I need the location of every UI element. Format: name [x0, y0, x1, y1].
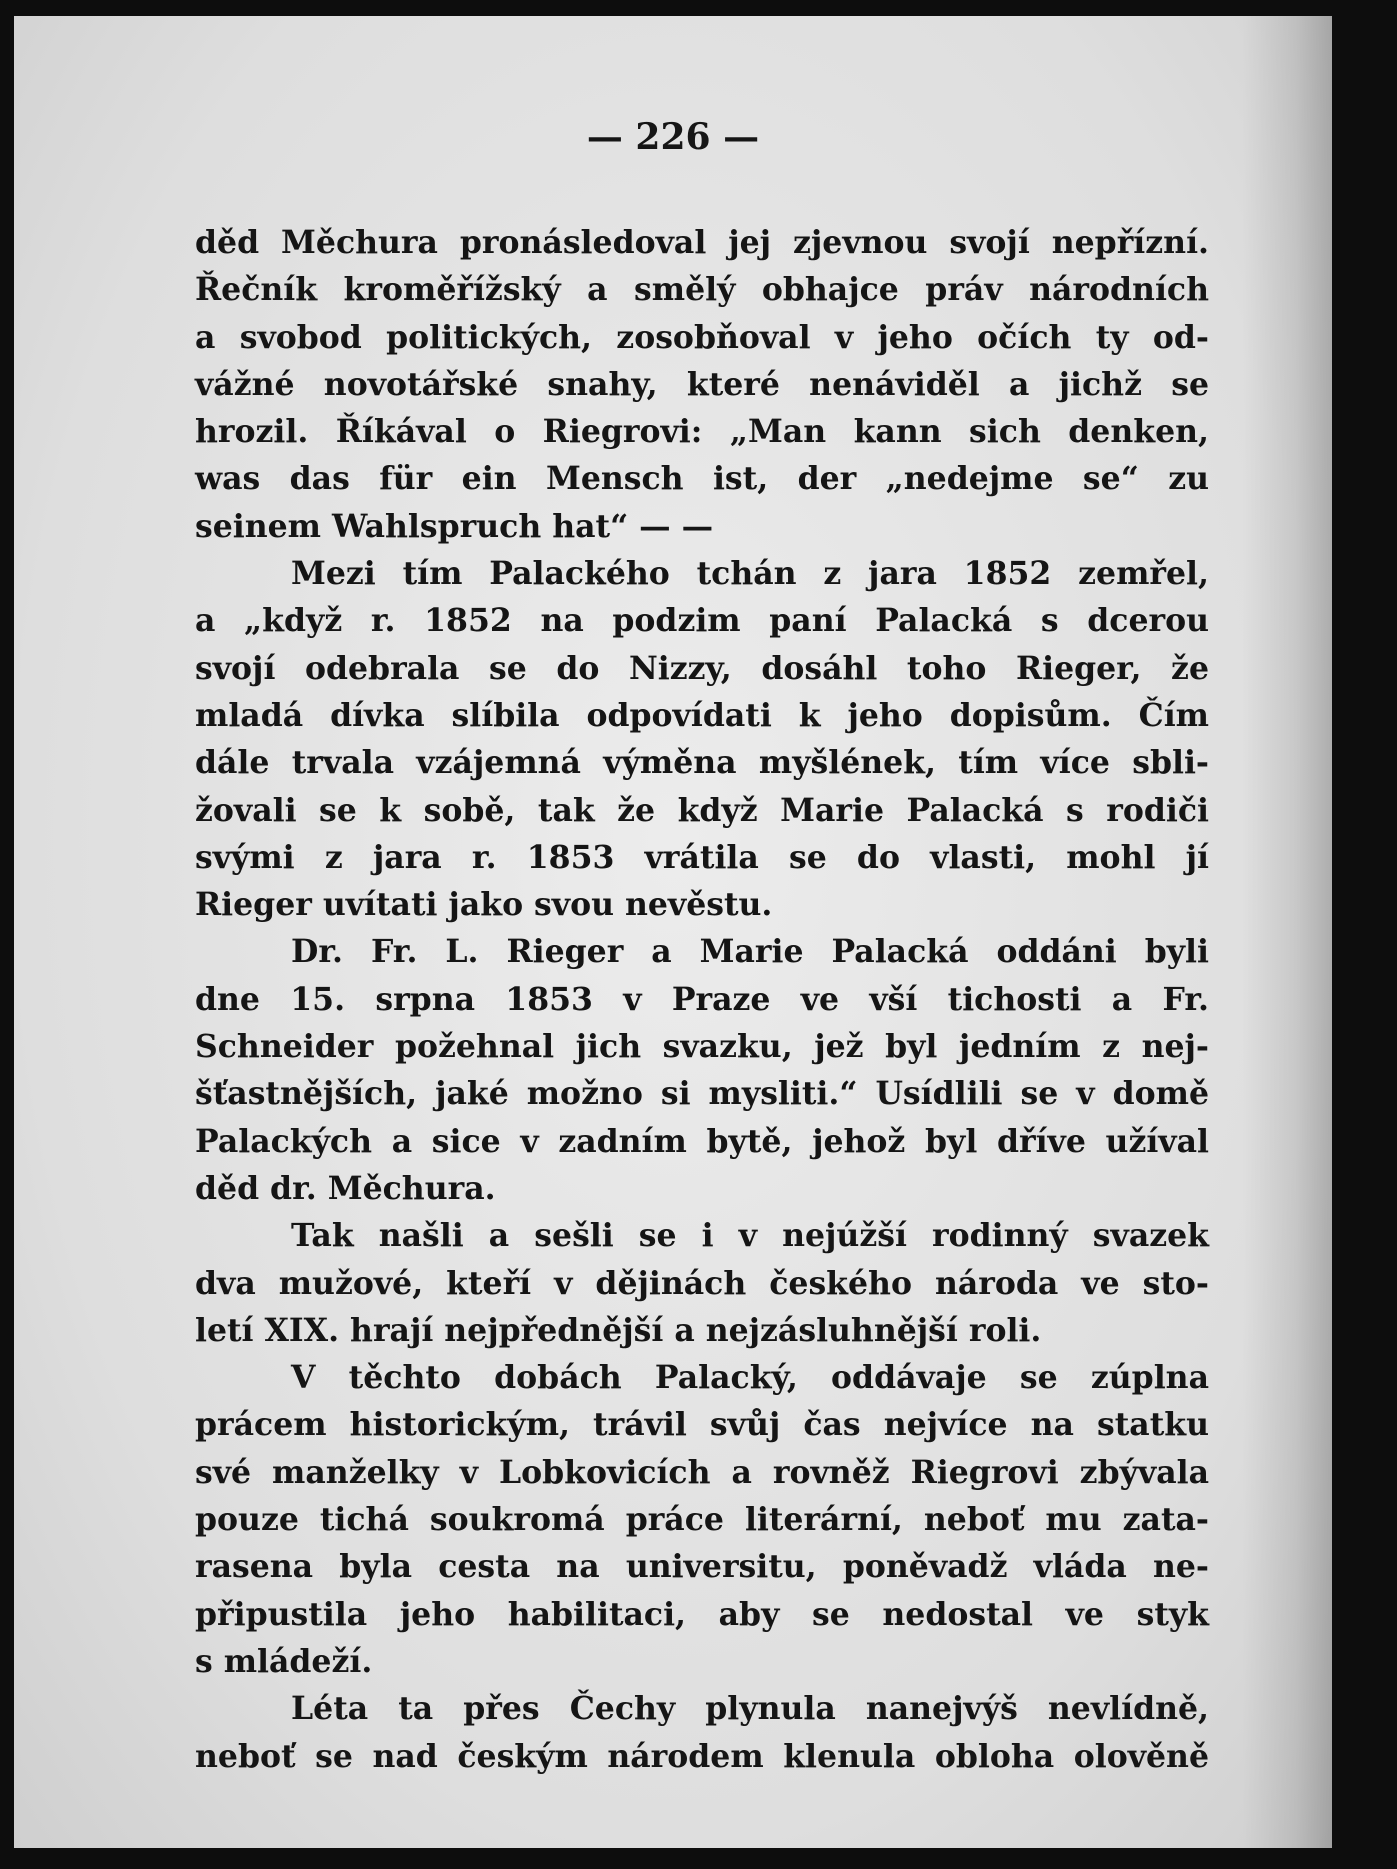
text-line: Tak našli a sešli se i v nejúžší rodinný svazek — [291, 1217, 1209, 1255]
text-line: Mezi tím Palackého tchán z jara 1852 zemřel, — [291, 555, 1209, 593]
text-line: připustila jeho habilitaci, aby se nedostal ve styk — [195, 1595, 1209, 1633]
text-line: prácem historickým, trávil svůj čas nejvíce na statku — [195, 1406, 1209, 1444]
text-line: svými z jara r. 1853 vrátila se do vlasti, mohl jí — [195, 838, 1209, 876]
text-line: dále trvala vzájemná výměna myšlének, tím více sbli- — [195, 744, 1209, 782]
text-line: Řečník kroměřížský a smělý obhajce práv národních — [195, 271, 1209, 309]
text-line: Léta ta přes Čechy plynula nanejvýš nevlídně, — [291, 1690, 1209, 1728]
text-line: dva mužové, kteří v dějinách českého národa ve sto- — [195, 1264, 1209, 1302]
text-line: šťastnějších, jaké možno si mysliti.“ Usídlili se v domě — [195, 1075, 1209, 1113]
text-line: s mládeží. — [195, 1642, 373, 1680]
text-line: děd dr. Měchura. — [195, 1169, 496, 1207]
text-line: děd Měchura pronásledoval jej zjevnou svojí nepřízní. — [195, 224, 1209, 261]
text-line: pouze tichá soukromá práce literární, neboť mu zata- — [195, 1501, 1209, 1539]
body-text — [195, 219, 1209, 1780]
page-gutter-shadow — [1242, 16, 1332, 1848]
text-line: Schneider požehnal jich svazku, jež byl jedním z nej- — [195, 1028, 1209, 1066]
text-line: dne 15. srpna 1853 v Praze ve vší tichosti a Fr. — [195, 980, 1209, 1018]
text-line: svojí odebrala se do Nizzy, dosáhl toho Rieger, že — [195, 649, 1209, 687]
text-line: Rieger uvítati jako svou nevěstu. — [195, 886, 773, 924]
text-line: žovali se k sobě, tak že když Marie Palacká s rodiči — [195, 791, 1209, 829]
text-line: seinem Wahlspruch hat“ — — — [195, 507, 714, 545]
text-line: V těchto dobách Palacký, oddávaje se zúplna — [291, 1359, 1209, 1397]
text-line: Palackých a sice v zadním bytě, jehož byl dříve užíval — [195, 1122, 1209, 1160]
text-line: rasena byla cesta na universitu, poněvadž vláda ne- — [195, 1548, 1209, 1586]
text-line: letí XIX. hrají nejpřednější a nejzásluhnější roli. — [195, 1311, 1042, 1349]
text-line: neboť se nad českým národem klenula obloha olověně — [195, 1737, 1209, 1775]
text-line: vážné novotářské snahy, které nenáviděl a jichž se — [195, 365, 1209, 403]
text-line: hrozil. Říkával o Riegrovi: „Man kann sich denken, — [195, 413, 1209, 451]
text-line: a svobod politických, zosobňoval v jeho očích ty od- — [195, 318, 1209, 356]
text-line: was das für ein Mensch ist, der „nedejme se“ zu — [195, 460, 1209, 498]
page-number: — 226 — — [586, 116, 760, 158]
text-line: Dr. Fr. L. Rieger a Marie Palacká oddáni byli — [291, 933, 1209, 971]
book-page — [14, 16, 1332, 1848]
text-line: své manželky v Lobkovicích a rovněž Riegrovi zbývala — [195, 1453, 1209, 1491]
text-line: a „když r. 1852 na podzim paní Palacká s dcerou — [195, 602, 1209, 640]
text-line: mladá dívka slíbila odpovídati k jeho dopisům. Čím — [195, 696, 1209, 734]
